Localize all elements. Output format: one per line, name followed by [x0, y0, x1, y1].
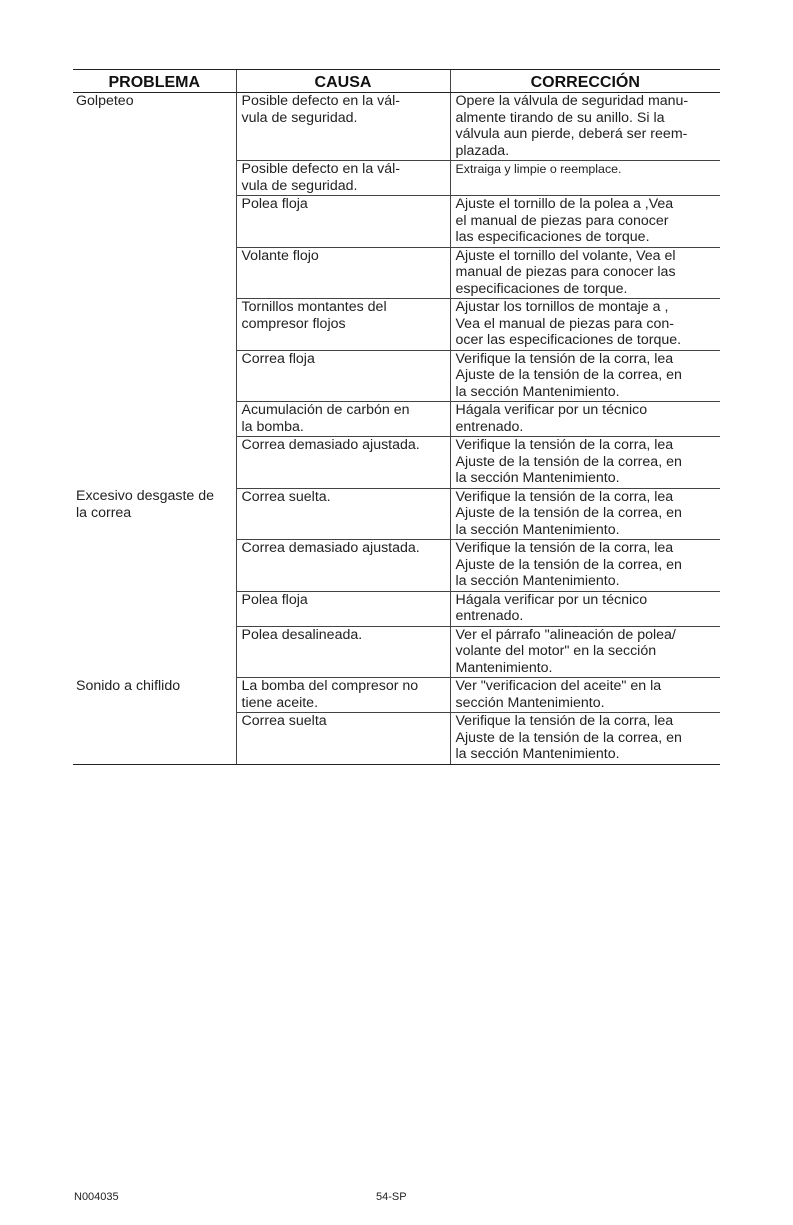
table-body [73, 93, 720, 765]
cause-cell: Correa floja [236, 350, 450, 402]
table-row [73, 161, 720, 196]
table-row [73, 247, 720, 299]
table-row [73, 93, 720, 161]
table-row [73, 713, 720, 765]
correction-cell: Hágala verificar por un técnico entrenado. [450, 591, 720, 626]
correction-cell: Opere la válvula de seguridad manu- almente tirando de su anillo. Si la válvula aun pierde, deberá ser reem- plazada. [450, 93, 720, 161]
table-row [73, 196, 720, 248]
table-row [73, 626, 720, 678]
troubleshooting-table [73, 69, 720, 765]
header-correccion: CORRECCIÓN [450, 70, 720, 93]
problem-cell [73, 196, 236, 248]
table-row [73, 678, 720, 713]
page-number: 54-SP [376, 1191, 407, 1203]
problem-cell [73, 161, 236, 196]
correction-cell: Verifique la tensión de la corra, lea Ajuste de la tensión de la correa, en la sección Mantenimiento. [450, 540, 720, 592]
correction-cell: Ajuste el tornillo de la polea a ,Vea el manual de piezas para conocer las especificaciones de torque. [450, 196, 720, 248]
table-row [73, 488, 720, 540]
table-row [73, 350, 720, 402]
problem-cell [73, 247, 236, 299]
table-row [73, 540, 720, 592]
header-causa: CAUSA [236, 70, 450, 93]
correction-cell: Verifique la tensión de la corra, lea Ajuste de la tensión de la correa, en la sección Mantenimiento. [450, 437, 720, 489]
table-row [73, 402, 720, 437]
correction-cell: Ajuste el tornillo del volante, Vea el manual de piezas para conocer las especificaciones de torque. [450, 247, 720, 299]
correction-cell: Ajustar los tornillos de montaje a , Vea el manual de piezas para con- ocer las especificaciones de torque. [450, 299, 720, 351]
cause-cell: Posible defecto en la vál- vula de seguridad. [236, 93, 450, 161]
cause-cell: Polea floja [236, 196, 450, 248]
cause-cell: Acumulación de carbón en la bomba. [236, 402, 450, 437]
table-row [73, 591, 720, 626]
correction-cell: Verifique la tensión de la corra, lea Ajuste de la tensión de la correa, en la sección Mantenimiento. [450, 713, 720, 765]
cause-cell: Polea desalineada. [236, 626, 450, 678]
correction-cell: Hágala verificar por un técnico entrenado. [450, 402, 720, 437]
correction-cell: Verifique la tensión de la corra, lea Ajuste de la tensión de la correa, en la sección Mantenimiento. [450, 350, 720, 402]
cause-cell: Volante flojo [236, 247, 450, 299]
problem-cell [73, 350, 236, 402]
problem-cell [73, 540, 236, 592]
problem-cell [73, 402, 236, 437]
correction-cell: Ver "verificacion del aceite" en la sección Mantenimiento. [450, 678, 720, 713]
problem-cell [73, 437, 236, 489]
document-code: N004035 [74, 1191, 119, 1203]
cause-cell: Correa suelta. [236, 488, 450, 540]
cause-cell: Correa suelta [236, 713, 450, 765]
correction-cell: Extraiga y limpie o reemplace. [450, 161, 720, 196]
table-row [73, 299, 720, 351]
problem-cell: Excesivo desgaste de la correa [76, 488, 215, 521]
cause-cell: Tornillos montantes del compresor flojos [236, 299, 450, 351]
problem-cell: Golpeteo [76, 93, 134, 109]
cause-cell: La bomba del compresor no tiene aceite. [236, 678, 450, 713]
problem-cell: Sonido a chiflido [76, 677, 181, 694]
problem-cell [73, 299, 236, 351]
correction-cell: Ver el párrafo "alineación de polea/ volante del motor" en la sección Mantenimiento. [450, 626, 720, 678]
cause-cell: Polea floja [236, 591, 450, 626]
problem-cell [73, 591, 236, 626]
cause-cell: Correa demasiado ajustada. [236, 437, 450, 489]
table-header [73, 70, 720, 93]
table-row [73, 437, 720, 489]
problem-cell [73, 626, 236, 678]
cause-cell: Correa demasiado ajustada. [236, 540, 450, 592]
problem-cell [73, 713, 236, 765]
correction-cell: Verifique la tensión de la corra, lea Ajuste de la tensión de la correa, en la sección Mantenimiento. [450, 488, 720, 540]
cause-cell: Posible defecto en la vál- vula de seguridad. [236, 161, 450, 196]
header-problema: PROBLEMA [73, 70, 236, 93]
